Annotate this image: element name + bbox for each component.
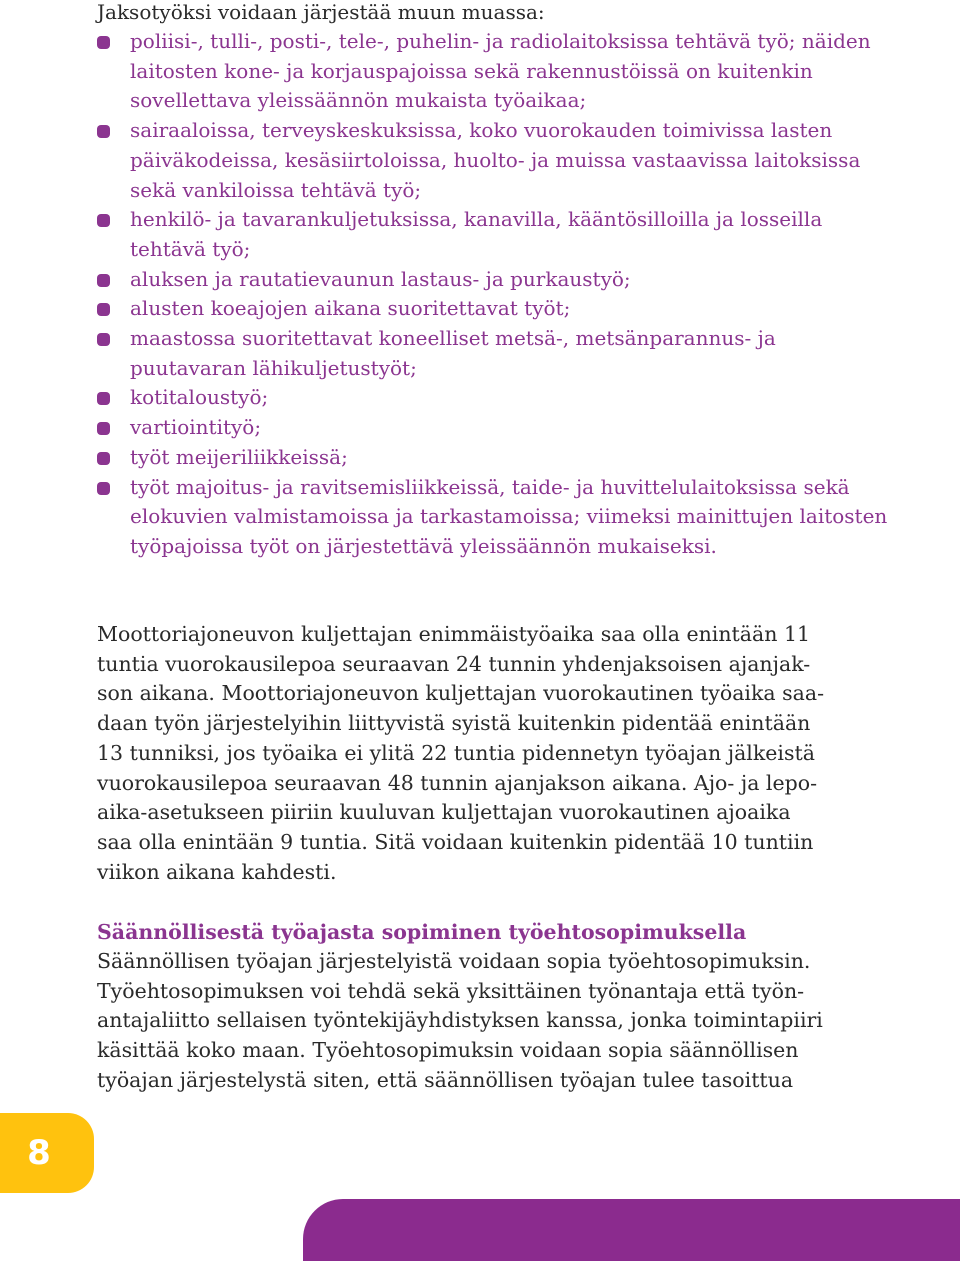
list-item: [97, 443, 897, 473]
list-item-text: työt majoitus- ja ravitsemisliikkeissä, taide- ja huvittelulaitoksissa sekä elokuvien valmistamoissa ja tarkastamoissa; viimeksi mainittujen laitosten työpajoissa työt on järjestettävä yleissäännön mukaiseksi.: [130, 474, 888, 558]
list-item: [97, 265, 897, 295]
list-item: [97, 205, 897, 264]
list-intro: Jaksotyöksi voidaan järjestää muun muassa:: [97, 0, 545, 24]
page-content: [97, 0, 897, 1092]
bullet-square-icon: [97, 392, 110, 405]
list-item: [97, 116, 897, 205]
bullet-list: [97, 27, 897, 562]
list-item-text: sairaaloissa, terveyskeskuksissa, koko vuorokauden toimivissa lasten päiväkodeissa, kesäsiirtoloissa, huolto- ja muissa vastaavissa laitoksissa sekä vankiloissa tehtävä työ;: [130, 118, 861, 202]
list-item-text: työt meijeriliikkeissä;: [130, 444, 348, 469]
list-item: [97, 294, 897, 324]
bullet-square-icon: [97, 303, 110, 316]
list-item: [97, 473, 897, 562]
list-item: [97, 27, 897, 116]
bullet-square-icon: [97, 214, 110, 227]
list-item-text: henkilö- ja tavarankuljetuksissa, kanavilla, kääntösilloilla ja losseilla tehtävä työ;: [130, 207, 823, 261]
page-number-badge: [0, 1113, 94, 1193]
list-item: [97, 413, 897, 443]
list-item-text: alusten koeajojen aikana suoritettavat työt;: [130, 296, 571, 321]
bullet-square-icon: [97, 274, 110, 287]
list-item-text: vartiointityö;: [130, 415, 262, 440]
bullet-square-icon: [97, 452, 110, 465]
bullet-square-icon: [97, 422, 110, 435]
agreement-paragraph: Säännöllisen työajan järjestelyistä voidaan sopia työehtosopimuksin. Työehtosopimuksen voi tehdä sekä yksittäinen työnantaja että työn- antajaliitto sellaisen työntekijäyhdistyksen kanssa, jonka toimintapiiri käsittää koko maan. Työehtosopimuksin voidaan sopia säännöllisen työajan järjestelystä siten, että säännöllisen työajan tulee tasoittua: [97, 949, 823, 1092]
bullet-square-icon: [97, 125, 110, 138]
driver-worktime-paragraph: Moottoriajoneuvon kuljettajan enimmäistyöaika saa olla enintään 11 tuntia vuorokausilepoa seuraavan 24 tunnin yhdenjaksoisen ajanjak- son aikana. Moottoriajoneuvon kuljettajan vuorokautinen työaika saa- daan työn järjestelyihin liittyvistä syistä kuitenkin pidentää enintään 13 tunniksi, jos työaika ei ylitä 22 tuntia pidennetyn työajan jälkeistä vuorokausilepoa seuraavan 48 tunnin ajanjakson aikana. Ajo- ja lepo- aika-asetukseen piiriin kuuluvan kuljettajan vuorokautinen ajoaika saa olla enintään 9 tuntia. Sitä voidaan kuitenkin pidentää 10 tuntiin viikon aikana kahdesti.: [97, 622, 825, 884]
page-number: 8: [27, 1133, 51, 1173]
list-item: [97, 324, 897, 383]
section-heading: Säännöllisestä työajasta sopiminen työehtosopimuksella: [97, 920, 747, 944]
bullet-square-icon: [97, 482, 110, 495]
bullet-square-icon: [97, 333, 110, 346]
list-item-text: maastossa suoritettavat koneelliset metsä-, metsänparannus- ja puutavaran lähikuljetustyöt;: [130, 326, 776, 380]
footer-decoration-bar: [303, 1199, 960, 1261]
bullet-square-icon: [97, 36, 110, 49]
list-item: [97, 383, 897, 413]
list-item-text: poliisi-, tulli-, posti-, tele-, puhelin- ja radiolaitoksissa tehtävä työ; näiden laitosten kone- ja korjauspajoissa sekä rakennustöissä on kuitenkin sovellettava yleissäännön mukaista työaikaa;: [130, 29, 871, 113]
list-item-text: aluksen ja rautatievaunun lastaus- ja purkaustyö;: [130, 266, 631, 291]
list-item-text: kotitaloustyö;: [130, 385, 269, 410]
